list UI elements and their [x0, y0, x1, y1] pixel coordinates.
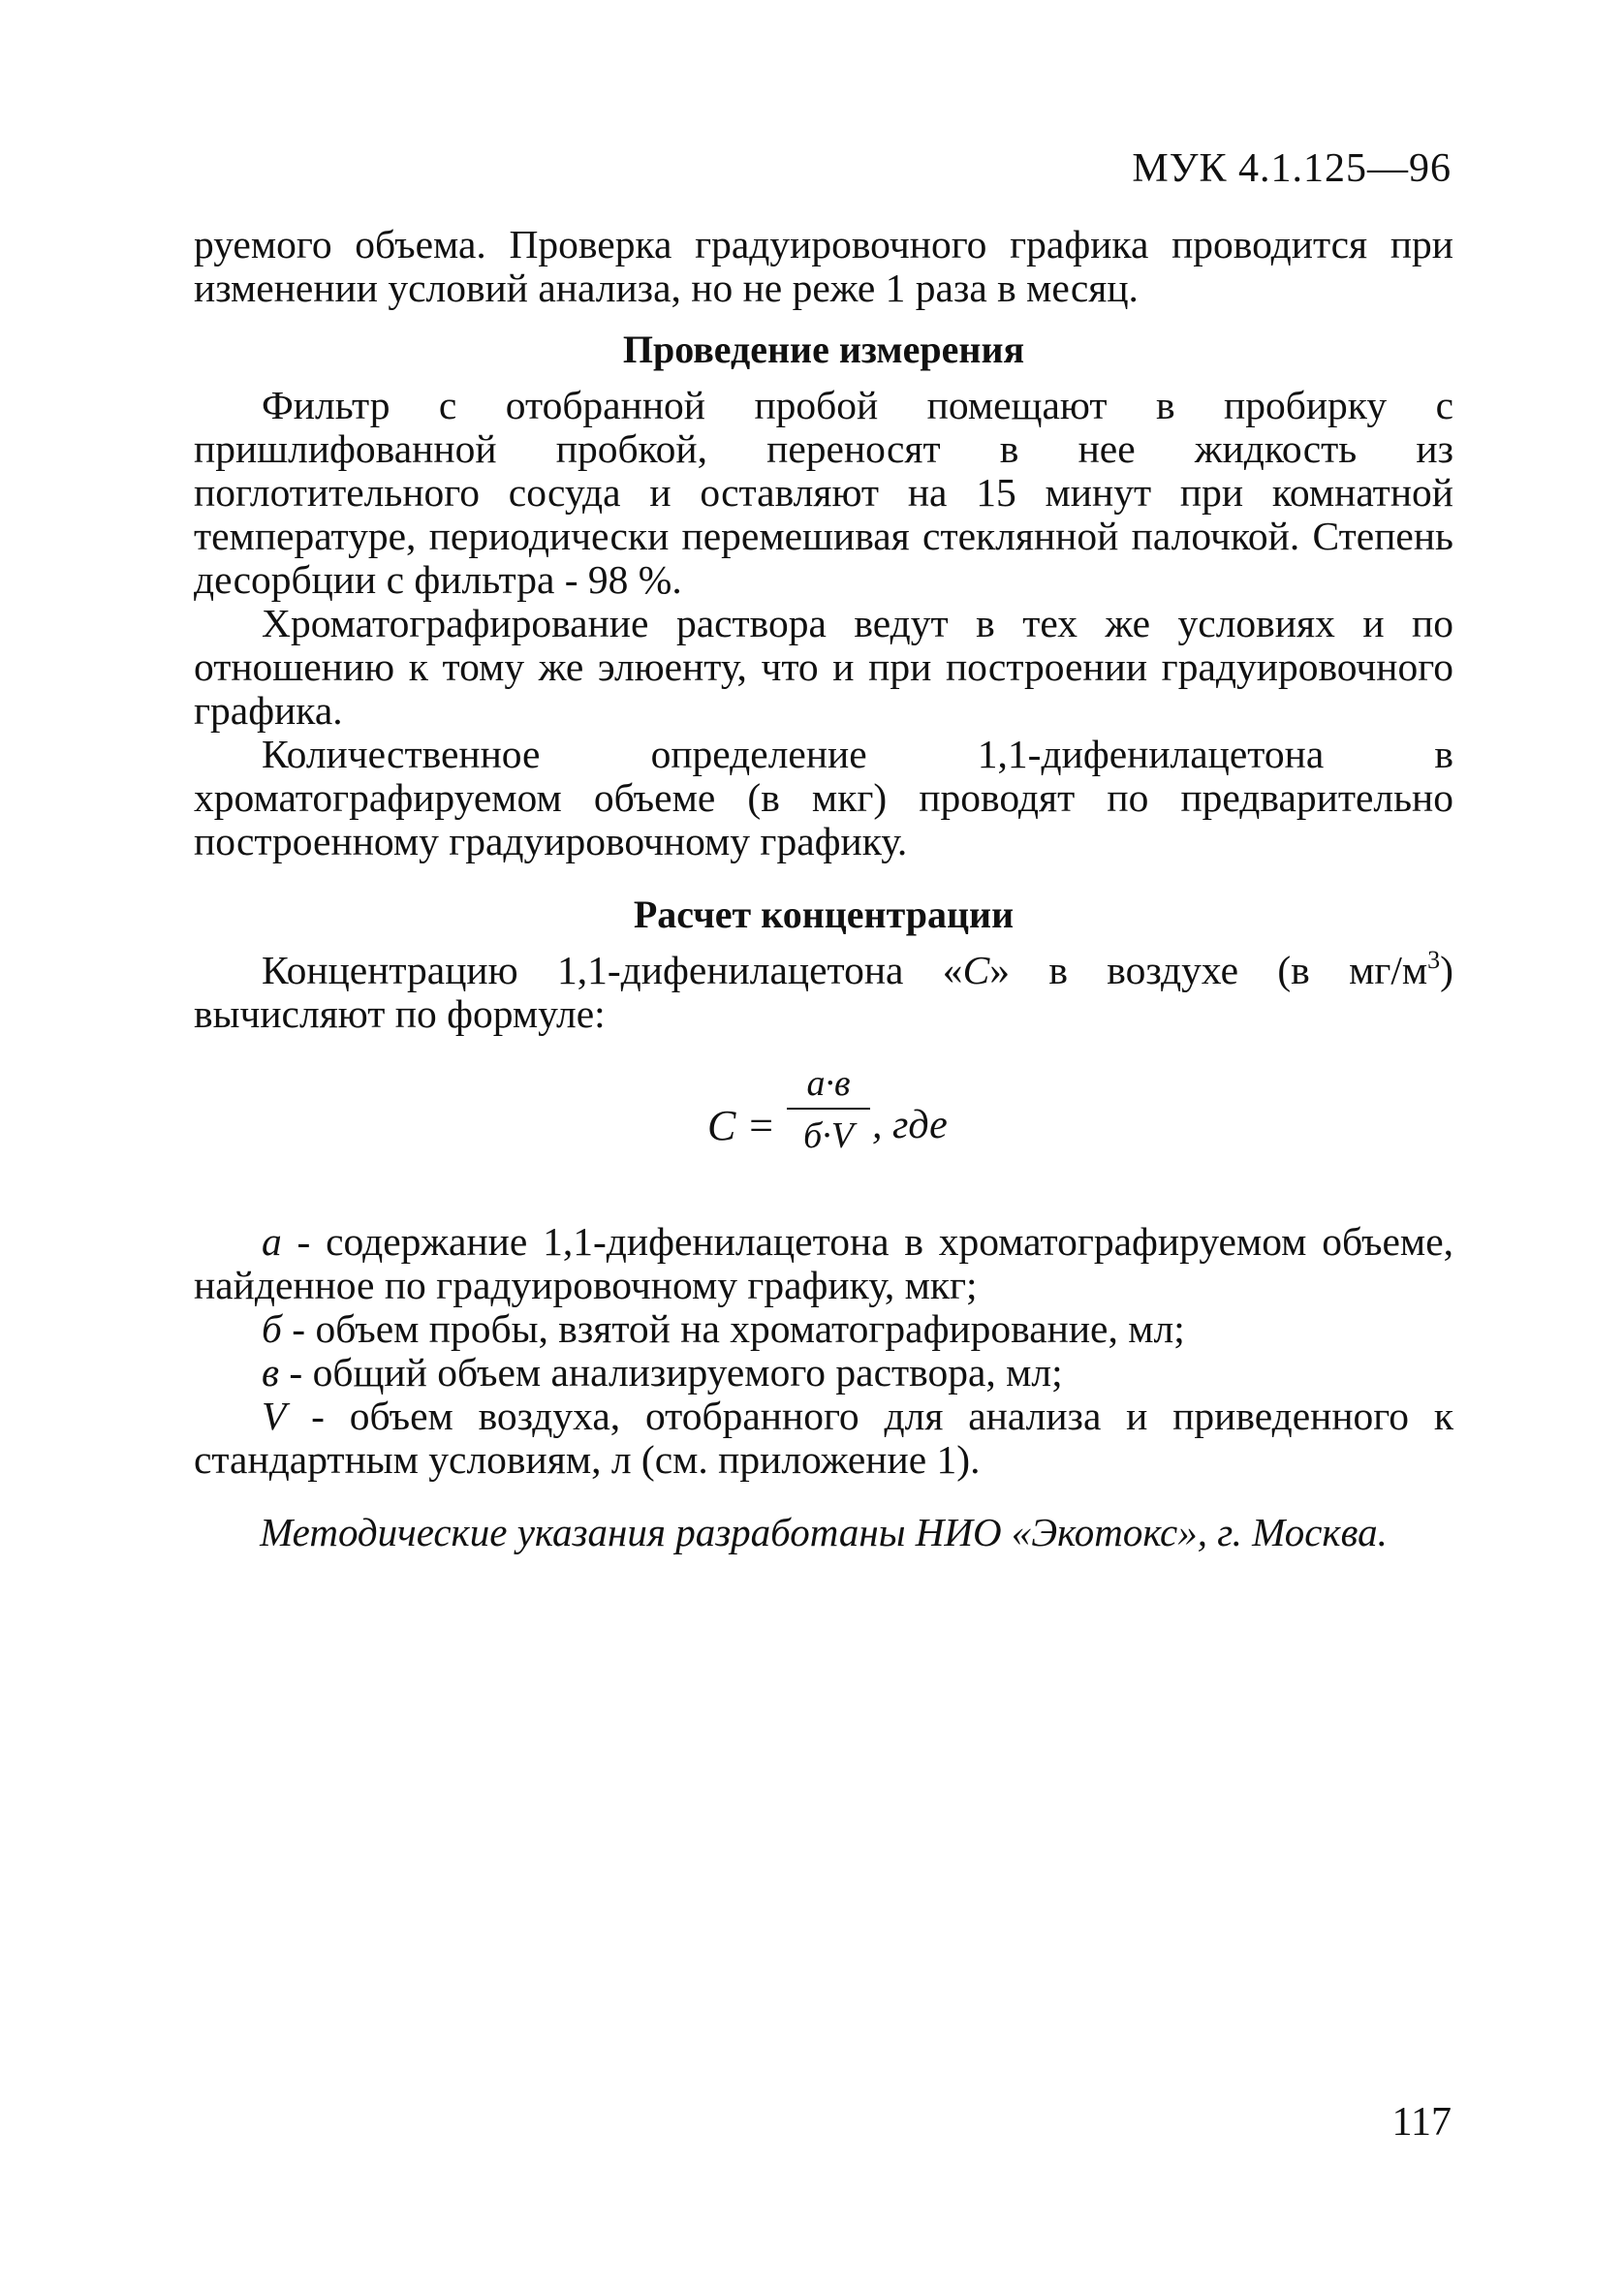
calculation-heading: Расчет концентрации — [633, 893, 1015, 936]
page-number: 117 — [1391, 2100, 1452, 2145]
definition-symbol: в — [262, 1350, 280, 1395]
measurement-paragraph-2: Хроматографирование раствора ведут в тех же условиях и по отношению к тому же элюенту, что и при построении градуировочного графика. — [194, 601, 1453, 733]
definition-text: - объем пробы, взятой на хроматографирование, мл; — [281, 1306, 1185, 1351]
formula-numerator: а·в — [806, 1063, 851, 1104]
calculation-intro-post: ) вычисляют по формуле: — [194, 948, 1453, 1036]
definition-volume — [194, 1395, 1453, 1482]
definition-text: - содержание 1,1-дифенилацетона в хроматографируемом объеме, найденное по градуировочному графику, мкг; — [194, 1219, 1453, 1307]
intro-paragraph: руемого объема. Проверка градуировочного графика проводится при изменении условий анализа, но не реже 1 раза в месяц. — [194, 222, 1453, 310]
definition-text: - общий объем анализируемого раствора, мл; — [279, 1350, 1063, 1395]
definition-b — [194, 1307, 1453, 1351]
formula-fraction — [787, 1063, 870, 1156]
definition-a — [194, 1220, 1453, 1307]
unit-superscript: 3 — [1427, 946, 1441, 974]
formula-suffix: , где — [872, 1103, 948, 1147]
measurement-heading: Проведение измерения — [622, 328, 1025, 371]
definition-text: - объем воздуха, отобранного для анализа и приведенного к стандартным условиям, л (см. приложение 1). — [194, 1394, 1453, 1482]
fraction-bar — [787, 1108, 870, 1110]
formula-lhs: С = — [707, 1102, 776, 1149]
calculation-intro — [194, 946, 1453, 1036]
calculation-intro-mid: » в воздухе (в мг/м — [989, 948, 1428, 992]
variable-definitions — [194, 1220, 1453, 1482]
concentration-formula — [194, 1053, 1453, 1199]
definition-symbol: V — [262, 1394, 287, 1438]
formula-denominator: б·V — [803, 1115, 854, 1156]
page-content — [194, 223, 1453, 1554]
definition-symbol: а — [262, 1219, 282, 1264]
definition-v — [194, 1351, 1453, 1395]
measurement-paragraph-1: Фильтр с отобранной пробой помещают в пробирку с пришлифованной пробкой, переносят в нее жидкость из поглотительного сосуда и оставляют на 15 минут при комнатной температуре, периодически перемешивая стеклянной палочкой. Степень десорбции с фильтра - 98 %. — [194, 383, 1453, 602]
document-code: МУК 4.1.125—96 — [1132, 146, 1452, 191]
calculation-intro-pre: Концентрацию 1,1-дифенилацетона « — [262, 948, 963, 992]
concentration-symbol: С — [962, 948, 990, 992]
measurement-paragraph-3: Количественное определение 1,1-дифенилацетона в хроматографируемом объеме (в мкг) проводят по предварительно построенному градуировочному графику. — [194, 732, 1453, 863]
definition-symbol: б — [262, 1306, 282, 1351]
credit-line: Методические указания разработаны НИО «Экотокс», г. Москва. — [260, 1510, 1388, 1554]
